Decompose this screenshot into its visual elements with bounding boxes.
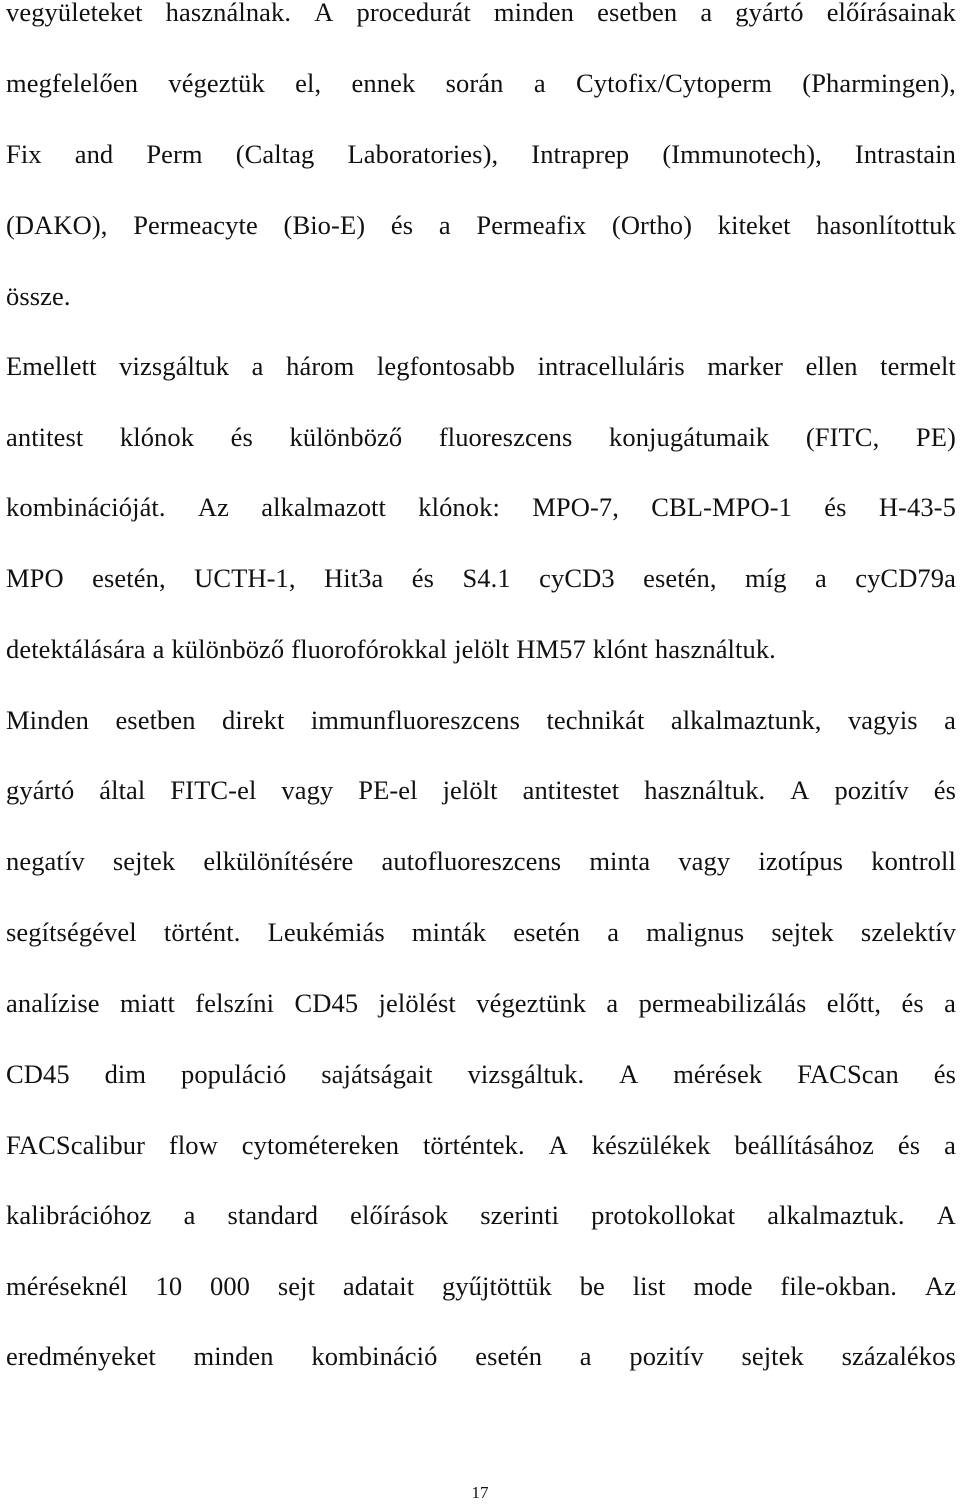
- text-line: vegyületeket használnak. A procedurát minden esetben a gyártó előírásainak: [6, 0, 956, 27]
- text-line: MPO esetén, UCTH-1, Hit3a és S4.1 cyCD3 esetén, míg a cyCD79a: [6, 563, 956, 593]
- text-line: kombinációját. Az alkalmazott klónok: MPO-7, CBL-MPO-1 és H-43-5: [6, 492, 956, 522]
- text-line: gyártó által FITC-el vagy PE-el jelölt antitestet használtuk. A pozitív és: [6, 775, 956, 805]
- text-line: antitest klónok és különböző fluoreszcens konjugátumaik (FITC, PE): [6, 422, 956, 452]
- text-line: Minden esetben direkt immunfluoreszcens technikát alkalmaztunk, vagyis a: [6, 705, 956, 735]
- text-line: negatív sejtek elkülönítésére autofluoreszcens minta vagy izotípus kontroll: [6, 846, 956, 876]
- text-line: eredményeket minden kombináció esetén a pozitív sejtek százalékos: [6, 1341, 956, 1371]
- text-line: kalibrációhoz a standard előírások szerinti protokollokat alkalmaztuk. A: [6, 1200, 956, 1230]
- text-line: FACScalibur flow cytométereken történtek. A készülékek beállításához és a: [6, 1130, 956, 1160]
- text-line: (DAKO), Permeacyte (Bio-E) és a Permeafix (Ortho) kiteket hasonlítottuk: [6, 210, 956, 240]
- text-line: analízise miatt felszíni CD45 jelölést végeztünk a permeabilizálás előtt, és a: [6, 988, 956, 1018]
- page-number: 17: [471, 1483, 489, 1502]
- text-line: CD45 dim populáció sajátságait vizsgáltuk. A mérések FACScan és: [6, 1059, 956, 1089]
- text-line: megfelelően végeztük el, ennek során a Cytofix/Cytoperm (Pharmingen),: [6, 68, 956, 98]
- text-line: Fix and Perm (Caltag Laboratories), Intraprep (Immunotech), Intrastain: [6, 139, 956, 169]
- text-line: össze.: [6, 281, 71, 311]
- text-line: Emellett vizsgáltuk a három legfontosabb intracelluláris marker ellen termelt: [6, 351, 956, 381]
- text-line: segítségével történt. Leukémiás minták esetén a malignus sejtek szelektív: [6, 917, 956, 947]
- text-line: méréseknél 10 000 sejt adatait gyűjtöttük be list mode file-okban. Az: [6, 1271, 956, 1301]
- text-line: detektálására a különböző fluorofórokkal jelölt HM57 klónt használtuk.: [6, 634, 776, 664]
